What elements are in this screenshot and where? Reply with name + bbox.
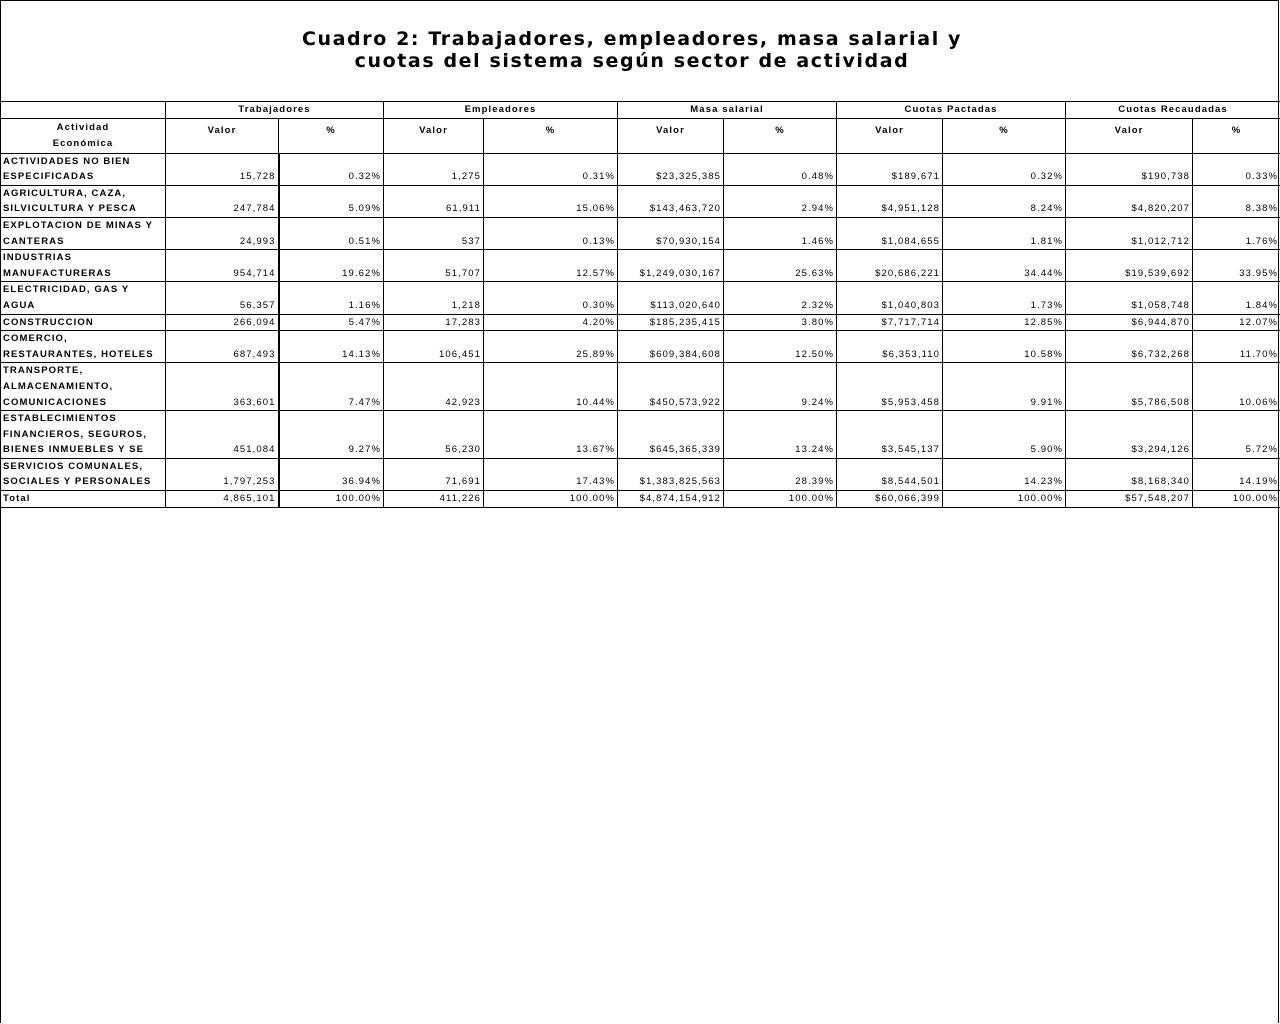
group-header-cuotas-recaudadas: Cuotas Recaudadas xyxy=(1066,102,1280,119)
sub-header-valor: Valor xyxy=(384,118,484,153)
table-row xyxy=(1,282,1280,314)
value-cell: $4,951,128 xyxy=(837,185,943,217)
value-cell: 363,601 xyxy=(166,363,279,411)
table-row xyxy=(1,491,1280,508)
table-row xyxy=(1,314,1280,331)
value-cell: $609,384,608 xyxy=(618,331,724,363)
row-label: TRANSPORTE, ALMACENAMIENTO, COMUNICACIONES xyxy=(1,363,166,411)
percent-cell: 8.24% xyxy=(943,185,1066,217)
value-cell: $143,463,720 xyxy=(618,185,724,217)
table-row xyxy=(1,411,1280,459)
value-cell: $5,953,458 xyxy=(837,363,943,411)
percent-cell: 14.13% xyxy=(279,331,384,363)
activity-header xyxy=(1,118,166,153)
percent-cell: 10.58% xyxy=(943,331,1066,363)
sub-header-valor: Valor xyxy=(837,118,943,153)
value-cell: $190,738 xyxy=(1066,153,1193,185)
percent-cell: 0.51% xyxy=(279,217,384,249)
percent-cell: 10.06% xyxy=(1193,363,1280,411)
page-title xyxy=(0,28,1264,72)
sub-header-valor: Valor xyxy=(166,118,279,153)
row-label: CONSTRUCCION xyxy=(1,314,166,331)
value-cell: $1,383,825,563 xyxy=(618,458,724,490)
percent-cell: 100.00% xyxy=(484,491,618,508)
value-cell: 56,230 xyxy=(384,411,484,459)
value-cell: 451,084 xyxy=(166,411,279,459)
percent-cell: 19.62% xyxy=(279,250,384,282)
value-cell: 61,911 xyxy=(384,185,484,217)
percent-cell: 17.43% xyxy=(484,458,618,490)
percent-cell: 1.81% xyxy=(943,217,1066,249)
value-cell: $57,548,207 xyxy=(1066,491,1193,508)
value-cell: 51,707 xyxy=(384,250,484,282)
value-cell: 537 xyxy=(384,217,484,249)
value-cell: $20,686,221 xyxy=(837,250,943,282)
table-row xyxy=(1,363,1280,411)
percent-cell: 13.67% xyxy=(484,411,618,459)
sub-header-percent: % xyxy=(1193,118,1280,153)
percent-cell: 9.24% xyxy=(724,363,837,411)
percent-cell: 0.33% xyxy=(1193,153,1280,185)
title-line-1: Cuadro 2: Trabajadores, empleadores, masa salarial y xyxy=(301,28,963,50)
percent-cell: 1.46% xyxy=(724,217,837,249)
percent-cell: 36.94% xyxy=(279,458,384,490)
sub-header-percent: % xyxy=(943,118,1066,153)
value-cell: $19,539,692 xyxy=(1066,250,1193,282)
percent-cell: 25.63% xyxy=(724,250,837,282)
value-cell: $189,671 xyxy=(837,153,943,185)
value-cell: $8,544,501 xyxy=(837,458,943,490)
row-label: SERVICIOS COMUNALES, SOCIALES Y PERSONALES xyxy=(1,458,166,490)
percent-cell: 15.06% xyxy=(484,185,618,217)
percent-cell: 1.73% xyxy=(943,282,1066,314)
group-header-empleadores: Empleadores xyxy=(384,102,618,119)
percent-cell: 0.32% xyxy=(279,153,384,185)
value-cell: $60,066,399 xyxy=(837,491,943,508)
value-cell: $3,545,137 xyxy=(837,411,943,459)
value-cell: $645,365,339 xyxy=(618,411,724,459)
percent-cell: 12.57% xyxy=(484,250,618,282)
group-header-cuotas-pactadas: Cuotas Pactadas xyxy=(837,102,1066,119)
percent-cell: 100.00% xyxy=(1193,491,1280,508)
row-label: Total xyxy=(1,491,166,508)
percent-cell: 9.27% xyxy=(279,411,384,459)
table-row xyxy=(1,217,1280,249)
activity-header-line-1: Actividad xyxy=(56,122,110,133)
row-label: EXPLOTACION DE MINAS Y CANTERAS xyxy=(1,217,166,249)
percent-cell: 100.00% xyxy=(943,491,1066,508)
percent-cell: 0.32% xyxy=(943,153,1066,185)
percent-cell: 12.50% xyxy=(724,331,837,363)
value-cell: $7,717,714 xyxy=(837,314,943,331)
percent-cell: 0.30% xyxy=(484,282,618,314)
percent-cell: 12.07% xyxy=(1193,314,1280,331)
row-label: ACTIVIDADES NO BIEN ESPECIFICADAS xyxy=(1,153,166,185)
table-row xyxy=(1,458,1280,490)
value-cell: $5,786,508 xyxy=(1066,363,1193,411)
percent-cell: 14.23% xyxy=(943,458,1066,490)
value-cell: 687,493 xyxy=(166,331,279,363)
percent-cell: 12.85% xyxy=(943,314,1066,331)
value-cell: $4,820,207 xyxy=(1066,185,1193,217)
value-cell: $1,012,712 xyxy=(1066,217,1193,249)
row-label: INDUSTRIAS MANUFACTURERAS xyxy=(1,250,166,282)
value-cell: $1,249,030,167 xyxy=(618,250,724,282)
value-cell: $185,235,415 xyxy=(618,314,724,331)
group-header-row xyxy=(1,102,1280,119)
value-cell: $8,168,340 xyxy=(1066,458,1193,490)
value-cell: 4,865,101 xyxy=(166,491,279,508)
table-row xyxy=(1,185,1280,217)
percent-cell: 10.44% xyxy=(484,363,618,411)
percent-cell: 28.39% xyxy=(724,458,837,490)
table-row xyxy=(1,153,1280,185)
table-row xyxy=(1,250,1280,282)
value-cell: $450,573,922 xyxy=(618,363,724,411)
sub-header-percent: % xyxy=(724,118,837,153)
percent-cell: 0.48% xyxy=(724,153,837,185)
percent-cell: 5.90% xyxy=(943,411,1066,459)
value-cell: $1,084,655 xyxy=(837,217,943,249)
percent-cell: 34.44% xyxy=(943,250,1066,282)
value-cell: 71,691 xyxy=(384,458,484,490)
value-cell: $1,040,803 xyxy=(837,282,943,314)
percent-cell: 13.24% xyxy=(724,411,837,459)
value-cell: $6,944,870 xyxy=(1066,314,1193,331)
value-cell: 24,993 xyxy=(166,217,279,249)
value-cell: $113,020,640 xyxy=(618,282,724,314)
value-cell: 411,226 xyxy=(384,491,484,508)
value-cell: 56,357 xyxy=(166,282,279,314)
percent-cell: 5.09% xyxy=(279,185,384,217)
percent-cell: 5.72% xyxy=(1193,411,1280,459)
sub-header-percent: % xyxy=(484,118,618,153)
percent-cell: 25.89% xyxy=(484,331,618,363)
value-cell: 17,283 xyxy=(384,314,484,331)
value-cell: 266,094 xyxy=(166,314,279,331)
value-cell: $6,732,268 xyxy=(1066,331,1193,363)
percent-cell: 4.20% xyxy=(484,314,618,331)
percent-cell: 7.47% xyxy=(279,363,384,411)
value-cell: $70,930,154 xyxy=(618,217,724,249)
percent-cell: 1.76% xyxy=(1193,217,1280,249)
group-header-trabajadores: Trabajadores xyxy=(166,102,384,119)
percent-cell: 100.00% xyxy=(724,491,837,508)
sub-header-valor: Valor xyxy=(1066,118,1193,153)
value-cell: $4,874,154,912 xyxy=(618,491,724,508)
value-cell: 42,923 xyxy=(384,363,484,411)
value-cell: 954,714 xyxy=(166,250,279,282)
value-cell: 247,784 xyxy=(166,185,279,217)
percent-cell: 14.19% xyxy=(1193,458,1280,490)
data-table xyxy=(0,101,1280,508)
value-cell: 1,275 xyxy=(384,153,484,185)
value-cell: 1,218 xyxy=(384,282,484,314)
row-label: AGRICULTURA, CAZA, SILVICULTURA Y PESCA xyxy=(1,185,166,217)
value-cell: $23,325,385 xyxy=(618,153,724,185)
activity-header-line-2: Económica xyxy=(52,137,114,149)
percent-cell: 0.13% xyxy=(484,217,618,249)
row-label: ESTABLECIMIENTOS FINANCIEROS, SEGUROS, BIENES INMUEBLES Y SE xyxy=(1,411,166,459)
percent-cell: 3.80% xyxy=(724,314,837,331)
sub-header-valor: Valor xyxy=(618,118,724,153)
percent-cell: 1.16% xyxy=(279,282,384,314)
value-cell: $3,294,126 xyxy=(1066,411,1193,459)
value-cell: 1,797,253 xyxy=(166,458,279,490)
group-header-masa-salarial: Masa salarial xyxy=(618,102,837,119)
sub-header-row xyxy=(1,118,1280,153)
row-label: COMERCIO, RESTAURANTES, HOTELES xyxy=(1,331,166,363)
percent-cell: 33.95% xyxy=(1193,250,1280,282)
value-cell: $1,058,748 xyxy=(1066,282,1193,314)
value-cell: 106,451 xyxy=(384,331,484,363)
percent-cell: 2.94% xyxy=(724,185,837,217)
percent-cell: 9.91% xyxy=(943,363,1066,411)
value-cell: 15,728 xyxy=(166,153,279,185)
title-line-2: cuotas del sistema según sector de actividad xyxy=(354,50,910,72)
percent-cell: 100.00% xyxy=(279,491,384,508)
percent-cell: 11.70% xyxy=(1193,331,1280,363)
percent-cell: 0.31% xyxy=(484,153,618,185)
table-row xyxy=(1,331,1280,363)
row-label: ELECTRICIDAD, GAS Y AGUA xyxy=(1,282,166,314)
percent-cell: 8.38% xyxy=(1193,185,1280,217)
percent-cell: 2.32% xyxy=(724,282,837,314)
percent-cell: 1.84% xyxy=(1193,282,1280,314)
sub-header-percent: % xyxy=(279,118,384,153)
value-cell: $6,353,110 xyxy=(837,331,943,363)
corner-cell xyxy=(1,102,166,119)
percent-cell: 5.47% xyxy=(279,314,384,331)
